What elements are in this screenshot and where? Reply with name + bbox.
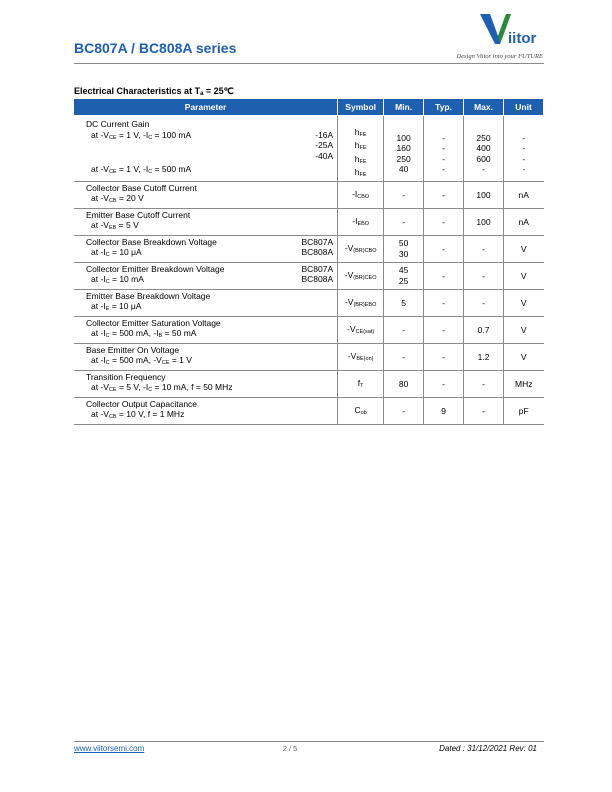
min-cell: - (384, 343, 424, 370)
table-row (74, 116, 544, 182)
unit-cell: nA (504, 208, 544, 235)
unit-cell: V (504, 316, 544, 343)
unit-cell: - - - - (504, 116, 544, 182)
parameter-cell: DC Current Gain at $-V_{CE} = 1$ V, $-I_C = 100$ mA at $-V_{CE} = 1$ V, $-I_C = 500$ mA -16A -25A -40A (74, 116, 338, 182)
header-max: Max. (464, 99, 504, 116)
revision-date: Dated : 31/12/2021 Rev: 01 (439, 744, 537, 753)
max-cell: 100 (464, 208, 504, 235)
company-slogan: Design Viitor into your FUTURE (456, 53, 543, 60)
symbol-cell: $h_{FE}$ $h_{FE}$ $h_{FE}$ $h_{FE}$ (338, 116, 384, 182)
typ-cell: - (424, 289, 464, 316)
unit-cell: MHz (504, 370, 544, 397)
typ-cell: - (424, 208, 464, 235)
header-parameter: Parameter (74, 99, 338, 116)
min-cell: 80 (384, 370, 424, 397)
min-cell: - (384, 181, 424, 208)
table-row (74, 262, 544, 289)
min-cell: - (384, 316, 424, 343)
svg-text:iitor: iitor (508, 30, 537, 47)
unit-cell: V (504, 262, 544, 289)
unit-cell: pF (504, 397, 544, 424)
unit-cell: V (504, 343, 544, 370)
symbol-cell: $C_{ob}$ (338, 397, 384, 424)
unit-cell: V (504, 235, 544, 262)
symbol-cell: $-V_{CE(sat)}$ (338, 316, 384, 343)
symbol-cell: $-V_{(BR)CEO}$ (338, 262, 384, 289)
page-number: 2 / 5 (282, 744, 298, 753)
header-min: Min. (384, 99, 424, 116)
symbol-cell: $-I_{CBO}$ (338, 181, 384, 208)
max-cell: - (464, 370, 504, 397)
website-link[interactable]: www.viitorsemi.com (74, 744, 145, 753)
table-row (74, 316, 544, 343)
document-title: BC807A / BC808A series (74, 40, 237, 56)
table-row (74, 208, 544, 235)
table-row (74, 181, 544, 208)
viitor-logo (478, 12, 544, 48)
typ-cell: - (424, 343, 464, 370)
max-cell: - (464, 235, 504, 262)
unit-cell: nA (504, 181, 544, 208)
max-cell: 250 400 600 - (464, 116, 504, 182)
min-cell: - (384, 208, 424, 235)
max-cell: 0.7 (464, 316, 504, 343)
typ-cell: 9 (424, 397, 464, 424)
table-row (74, 370, 544, 397)
table-row (74, 289, 544, 316)
parameter-cell: Base Emitter On Voltage at $-I_C = 500$ mA, $-V_{CE} = 1$ V (74, 343, 338, 370)
parameter-cell: Collector Emitter Breakdown Voltage at $-I_C = 10$ mA BC807A BC808A (74, 262, 338, 289)
header-symbol: Symbol (338, 99, 384, 116)
header-unit: Unit (504, 99, 544, 116)
max-cell: 100 (464, 181, 504, 208)
unit-cell: V (504, 289, 544, 316)
min-cell: 100 160 250 40 (384, 116, 424, 182)
typ-cell: - (424, 181, 464, 208)
header-typ: Typ. (424, 99, 464, 116)
table-row (74, 343, 544, 370)
electrical-characteristics-table (74, 98, 544, 425)
symbol-cell: $-V_{(BR)CBO}$ (338, 235, 384, 262)
table-row (74, 397, 544, 424)
min-cell: 5 (384, 289, 424, 316)
table-header-row (74, 99, 544, 116)
symbol-cell: $-I_{EBO}$ (338, 208, 384, 235)
footer-rule (74, 741, 544, 742)
typ-cell: - - - - (424, 116, 464, 182)
typ-cell: - (424, 262, 464, 289)
symbol-cell: $f_T$ (338, 370, 384, 397)
typ-cell: - (424, 370, 464, 397)
section-title: Electrical Characteristics at $T_a$ = 25℃ (74, 86, 234, 97)
parameter-cell: Collector Emitter Saturation Voltage at $-I_C = 500$ mA, $-I_B = 50$ mA (74, 316, 338, 343)
parameter-cell: Collector Base Breakdown Voltage at $-I_C = 10$ μA BC807A BC808A (74, 235, 338, 262)
parameter-cell: Emitter Base Cutoff Current at $-V_{EB} = 5$ V (74, 208, 338, 235)
parameter-cell: Collector Output Capacitance at $-V_{CB} = 10$ V, f = 1 MHz (74, 397, 338, 424)
min-cell: - (384, 397, 424, 424)
max-cell: - (464, 397, 504, 424)
symbol-cell: $-V_{BE(on)}$ (338, 343, 384, 370)
symbol-cell: $-V_{(BR)EBO}$ (338, 289, 384, 316)
min-cell: 45 25 (384, 262, 424, 289)
parameter-cell: Collector Base Cutoff Current at $-V_{CB} = 20$ V (74, 181, 338, 208)
typ-cell: - (424, 316, 464, 343)
min-cell: 50 30 (384, 235, 424, 262)
header-rule (74, 63, 544, 64)
max-cell: - (464, 289, 504, 316)
typ-cell: - (424, 235, 464, 262)
parameter-cell: Emitter Base Breakdown Voltage at $-I_E = 10$ μA (74, 289, 338, 316)
max-cell: 1.2 (464, 343, 504, 370)
table-row (74, 235, 544, 262)
parameter-cell: Transition Frequency at $-V_{CE} = 5$ V, $-I_C = 10$ mA, f = 50 MHz (74, 370, 338, 397)
max-cell: - (464, 262, 504, 289)
